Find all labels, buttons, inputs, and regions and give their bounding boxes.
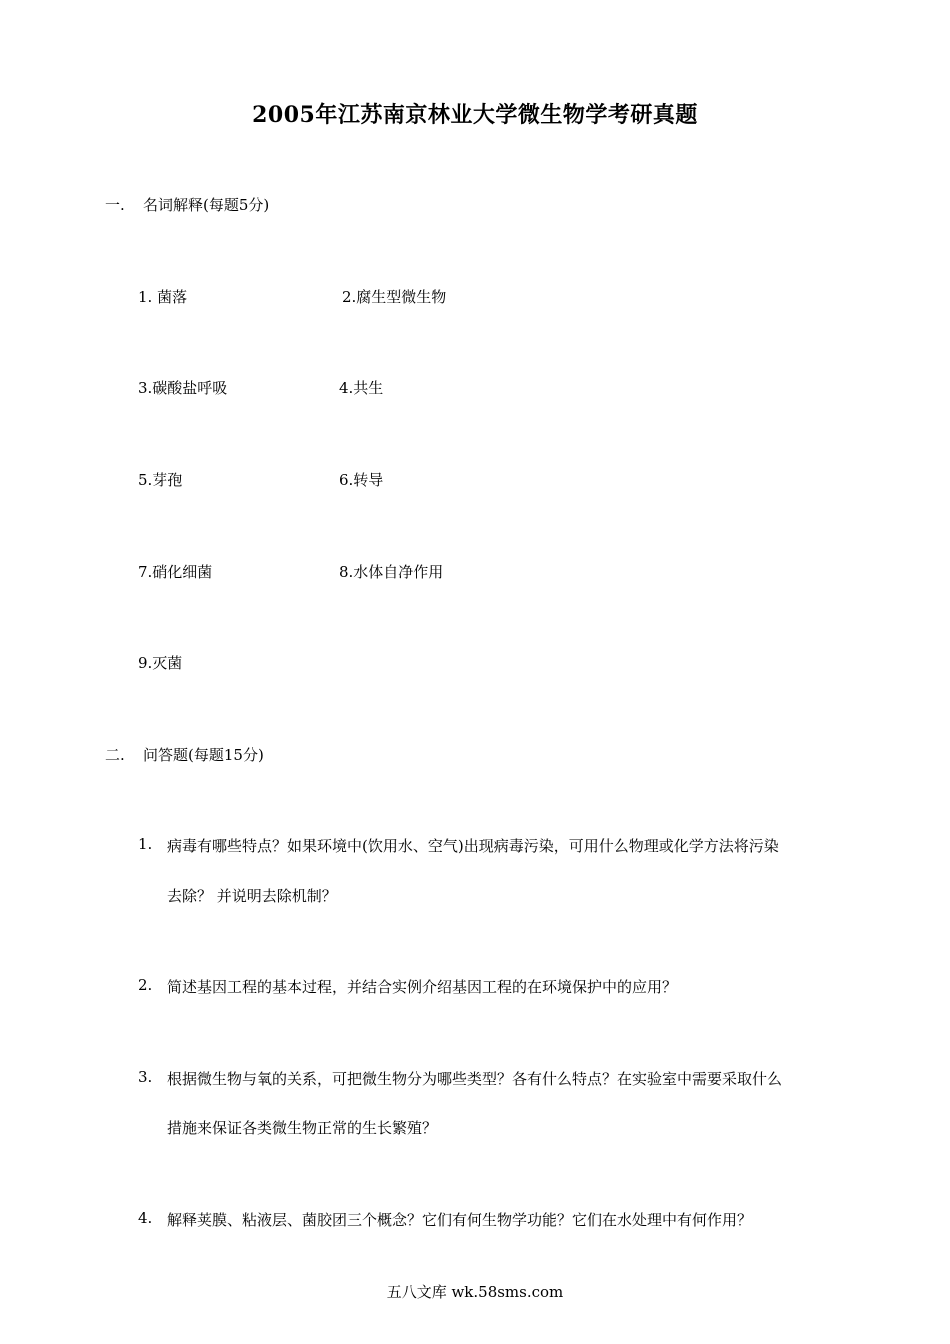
section-title: 名词解释(每题5分) [143, 196, 270, 214]
term-item: 1. 菌落 [138, 288, 188, 306]
term-item: 3.碳酸盐呼吸 [138, 379, 228, 397]
page-title: 2005年江苏南京林业大学微生物学考研真题 [252, 102, 698, 128]
question-number: 3. [138, 1068, 153, 1086]
question-number: 4. [138, 1209, 153, 1227]
term-item: 7.硝化细菌 [138, 563, 213, 581]
question-text: 解释荚膜、粘液层、菌胶团三个概念？它们有何生物学功能？它们在水处理中有何作用？ [167, 1211, 753, 1229]
question-number: 1. [138, 835, 153, 853]
section-number: 二. [105, 746, 125, 764]
term-item: 4.共生 [339, 379, 384, 397]
section-title: 问答题(每题15分) [143, 746, 264, 764]
question-number: 2. [138, 976, 153, 994]
term-item: 9.灭菌 [138, 654, 183, 672]
section-number: 一. [105, 196, 125, 214]
term-item: 5.芽孢 [138, 471, 183, 489]
term-item: 8.水体自净作用 [339, 563, 444, 581]
term-item: 6.转导 [339, 471, 384, 489]
question-text: 去除？ 并说明去除机制？ [167, 887, 337, 905]
question-text: 简述基因工程的基本过程，并结合实例介绍基因工程的在环境保护中的应用？ [167, 978, 678, 996]
term-item: 2.腐生型微生物 [342, 288, 447, 306]
question-text: 措施来保证各类微生物正常的生长繁殖？ [167, 1119, 438, 1137]
question-text: 根据微生物与氧的关系，可把微生物分为哪些类型？各有什么特点？在实验室中需要采取什么 [167, 1070, 783, 1088]
footer-watermark: 五八文库 wk.58sms.com [386, 1283, 564, 1301]
question-text: 病毒有哪些特点？如果环境中(饮用水、空气)出现病毒污染，可用什么物理或化学方法将污染 [167, 837, 779, 855]
